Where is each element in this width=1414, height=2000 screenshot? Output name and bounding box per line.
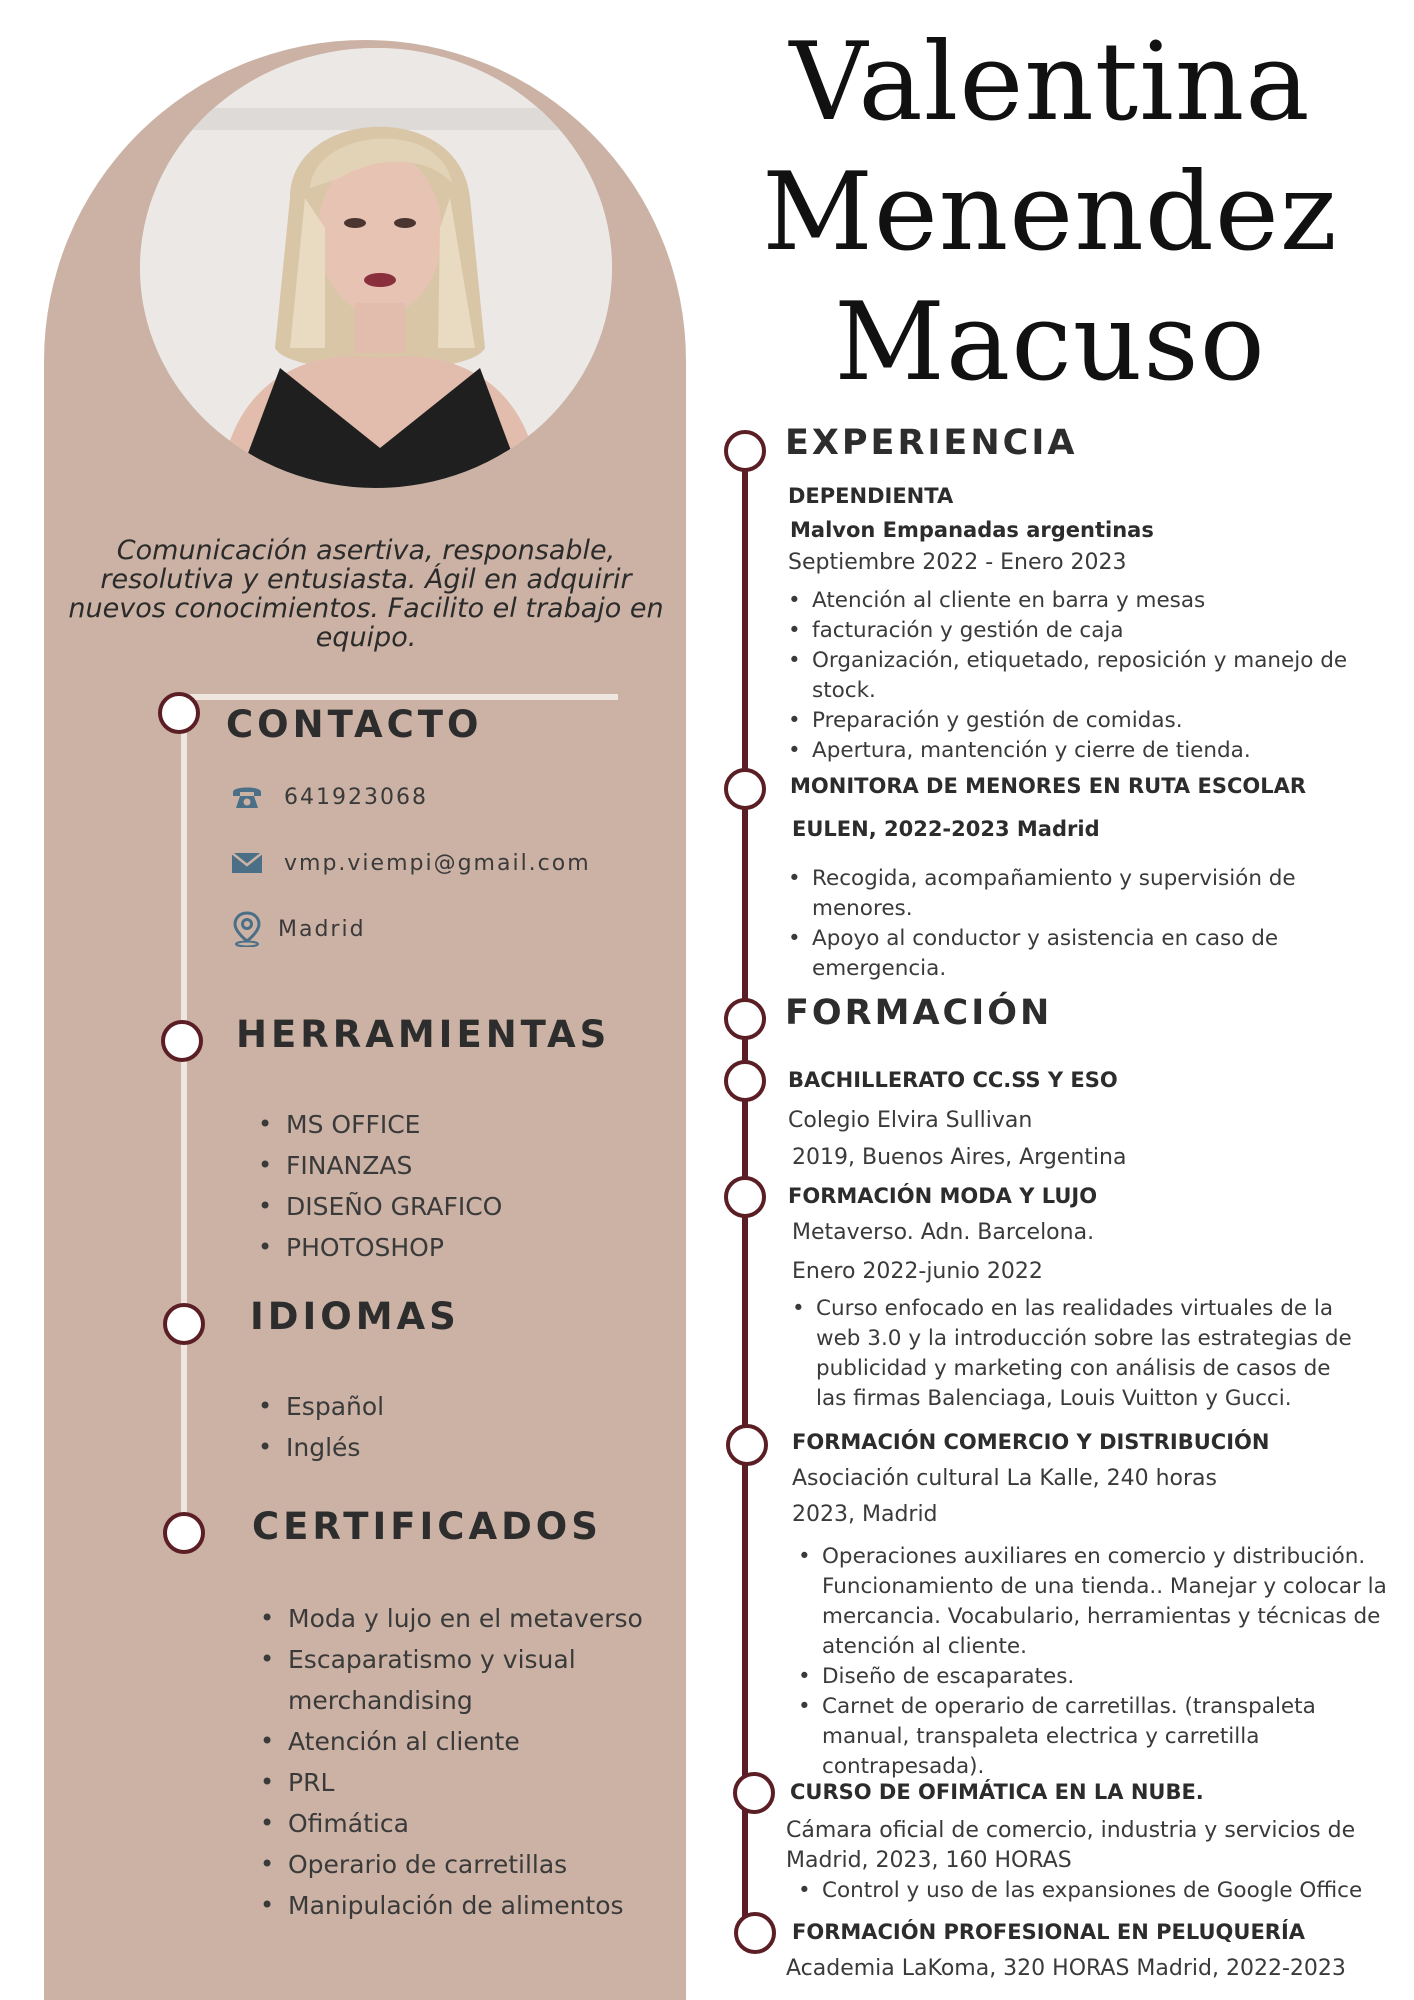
- email-address[interactable]: vmp.viempi@gmail.com: [284, 850, 591, 876]
- idiomas-heading: IDIOMAS: [250, 1295, 460, 1338]
- list-item: • Apoyo al conductor y asistencia en caso de emergencia.: [788, 924, 1328, 984]
- list-item: • Atención al cliente: [258, 1721, 678, 1762]
- course-dates: 2023, Madrid: [792, 1502, 938, 1527]
- list-item: • Ofimática: [258, 1803, 678, 1844]
- list-item: • Recogida, acompañamiento y supervisión de menores.: [788, 864, 1328, 924]
- course-title: FORMACIÓN COMERCIO Y DISTRIBUCIÓN: [792, 1430, 1270, 1454]
- course-institution: Academia LaKoma, 320 HORAS Madrid, 2022-2023: [786, 1956, 1346, 1981]
- map-pin-icon: [230, 912, 264, 946]
- course-details: [798, 1876, 1398, 1906]
- timeline-node: [724, 1060, 766, 1102]
- job-company: EULEN, 2022-2023 Madrid: [792, 817, 1100, 841]
- list-item: • Inglés: [256, 1427, 384, 1468]
- timeline-node: [724, 430, 766, 472]
- contacto-heading: CONTACTO: [226, 703, 483, 746]
- job-title: MONITORA DE MENORES EN RUTA ESCOLAR: [790, 774, 1307, 798]
- certificados-heading: CERTIFICADOS: [252, 1505, 602, 1548]
- list-item: • Operaciones auxiliares en comercio y distribución. Funcionamiento de una tienda.. Manejar y colocar la mercancia. Vocabulario, herramientas y técnicas de atención al cliente.: [798, 1542, 1388, 1662]
- experiencia-heading: EXPERIENCIA: [785, 423, 1078, 463]
- list-item: • Organización, etiquetado, reposición y manejo de stock.: [788, 646, 1368, 706]
- name-middle: Menendez: [762, 150, 1338, 275]
- list-item: • Apertura, mantención y cierre de tienda.: [788, 736, 1368, 766]
- list-item: • FINANZAS: [256, 1145, 502, 1186]
- job-dates: Septiembre 2022 - Enero 2023: [788, 550, 1127, 575]
- envelope-icon: [230, 846, 264, 880]
- course-dates: Enero 2022-junio 2022: [792, 1259, 1043, 1284]
- formacion-heading: FORMACIÓN: [785, 993, 1053, 1033]
- list-item: • DISEÑO GRAFICO: [256, 1186, 502, 1227]
- course-dates: Madrid, 2023, 160 HORAS: [786, 1848, 1072, 1873]
- idiomas-list: [256, 1386, 384, 1468]
- timeline-divider: [190, 694, 618, 700]
- certificados-list: [258, 1598, 678, 1926]
- timeline-node: [163, 1303, 205, 1345]
- list-item: • Escaparatismo y visual merchandising: [258, 1639, 678, 1721]
- list-item: • Español: [256, 1386, 384, 1427]
- list-item: • Moda y lujo en el metaverso: [258, 1598, 678, 1639]
- herramientas-heading: HERRAMIENTAS: [236, 1013, 611, 1056]
- contact-phone: [230, 780, 428, 814]
- timeline-node: [724, 1176, 766, 1218]
- left-timeline: [181, 714, 187, 1532]
- list-item: • Atención al cliente en barra y mesas: [788, 586, 1368, 616]
- timeline-node: [724, 998, 766, 1040]
- list-item: • Manipulación de alimentos: [258, 1885, 678, 1926]
- course-details: [792, 1294, 1362, 1414]
- contact-location: [230, 912, 366, 946]
- job-company: Malvon Empanadas argentinas: [790, 518, 1154, 542]
- list-item: • Operario de carretillas: [258, 1844, 678, 1885]
- course-institution: Asociación cultural La Kalle, 240 horas: [792, 1466, 1217, 1491]
- list-item: • Preparación y gestión de comidas.: [788, 706, 1368, 736]
- name-last: Macuso: [834, 280, 1266, 405]
- course-title: CURSO DE OFIMÁTICA EN LA NUBE.: [790, 1780, 1204, 1804]
- list-item: • Control y uso de las expansiones de Google Office: [798, 1876, 1398, 1906]
- course-institution: Colegio Elvira Sullivan: [788, 1108, 1033, 1133]
- timeline-node: [163, 1512, 205, 1554]
- timeline-node: [734, 1912, 776, 1954]
- list-item: • Curso enfocado en las realidades virtuales de la web 3.0 y la introducción sobre las estrategias de publicidad y marketing con análisis de casos de las firmas Balenciaga, Louis Vuitton y Gucci.: [792, 1294, 1362, 1414]
- list-item: • PHOTOSHOP: [256, 1227, 502, 1268]
- job-duties: [788, 586, 1368, 766]
- list-item: • MS OFFICE: [256, 1104, 502, 1145]
- list-item: • Diseño de escaparates.: [798, 1662, 1388, 1692]
- name-first: Valentina: [789, 20, 1311, 145]
- course-dates: 2019, Buenos Aires, Argentina: [792, 1145, 1127, 1170]
- list-item: • facturación y gestión de caja: [788, 616, 1368, 646]
- timeline-node: [158, 692, 200, 734]
- phone-icon: [230, 780, 264, 814]
- course-institution: Metaverso. Adn. Barcelona.: [792, 1220, 1095, 1245]
- timeline-node: [161, 1020, 203, 1062]
- location: Madrid: [278, 916, 366, 942]
- person-name: [730, 18, 1370, 408]
- herramientas-list: [256, 1104, 502, 1268]
- course-details: [798, 1542, 1388, 1782]
- timeline-node: [733, 1772, 775, 1814]
- course-title: FORMACIÓN PROFESIONAL EN PELUQUERÍA: [792, 1920, 1306, 1944]
- course-title: BACHILLERATO CC.SS Y ESO: [788, 1068, 1118, 1092]
- phone-number[interactable]: 641923068: [284, 784, 428, 810]
- profile-summary: Comunicación asertiva, responsable, resolutiva y entusiasta. Ágil en adquirir nuevos conocimientos. Facilito el trabajo en equipo.: [68, 535, 664, 653]
- list-item: • PRL: [258, 1762, 678, 1803]
- contact-email: [230, 846, 591, 880]
- list-item: • Carnet de operario de carretillas. (transpaleta manual, transpaleta electrica y carretilla contrapesada).: [798, 1692, 1388, 1782]
- timeline-node: [726, 1424, 768, 1466]
- timeline-node: [724, 768, 766, 810]
- job-duties: [788, 864, 1328, 984]
- course-title: FORMACIÓN MODA Y LUJO: [788, 1184, 1098, 1208]
- job-title: DEPENDIENTA: [788, 484, 954, 508]
- course-institution: Cámara oficial de comercio, industria y servicios de: [786, 1818, 1356, 1843]
- profile-photo: [140, 48, 612, 488]
